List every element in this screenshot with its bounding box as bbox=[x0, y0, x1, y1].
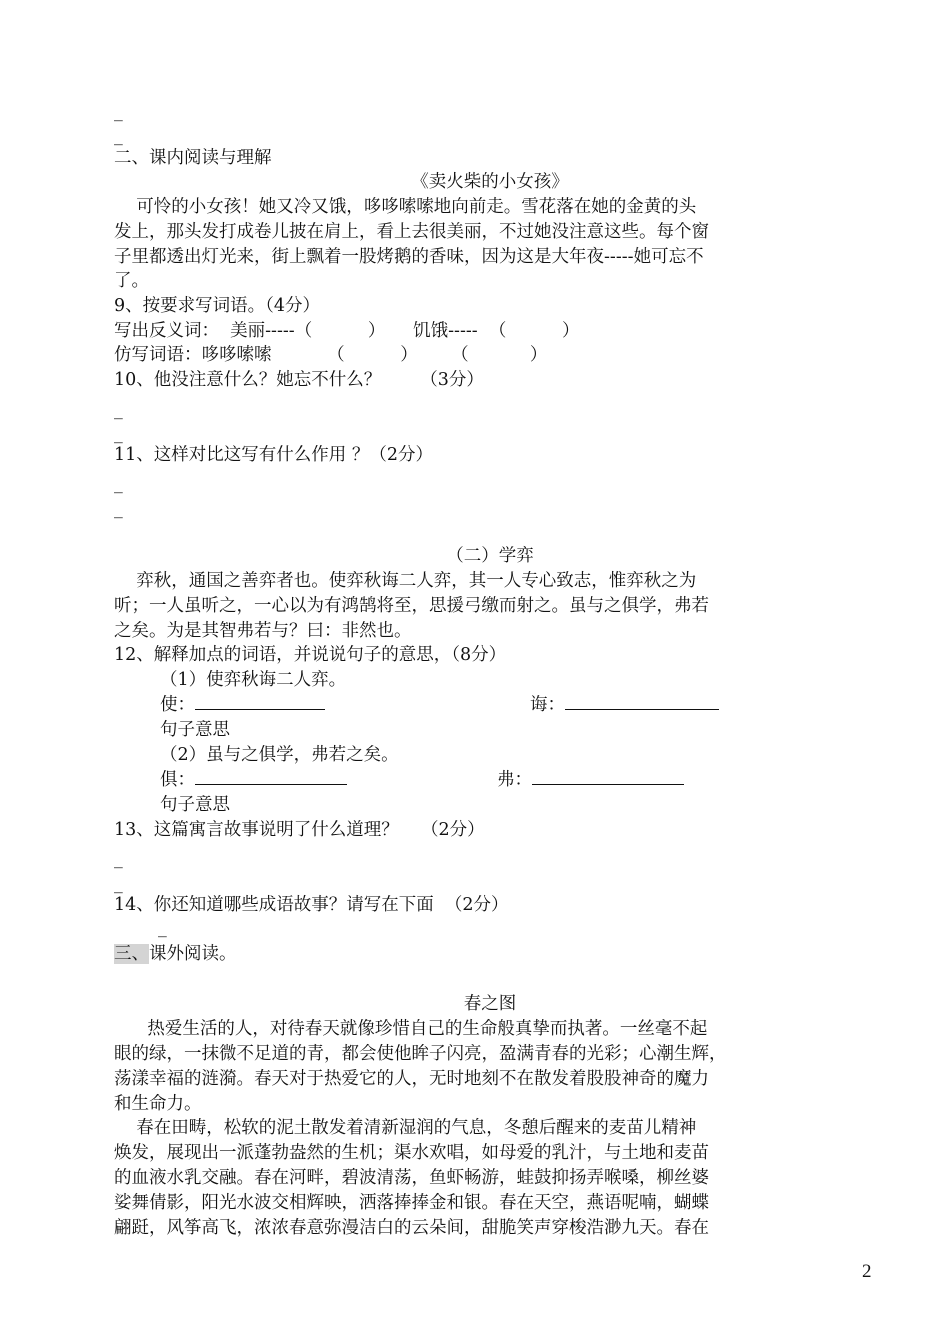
question-13: 13、这篇寓言故事说明了什么道理？ （2分） bbox=[114, 820, 485, 840]
question-9-antonyms: 写出反义词： 美丽-----（ ） 饥饿----- （ ） bbox=[114, 321, 580, 341]
question-11: 11、这样对比这写有什么作用 ？（2分） bbox=[114, 445, 433, 465]
page-number: 2 bbox=[862, 1261, 872, 1282]
story-title: 《卖火柴的小女孩》 bbox=[411, 172, 569, 192]
answer-line: _ bbox=[114, 400, 123, 420]
ju-label bbox=[160, 768, 347, 792]
shi-label bbox=[160, 693, 325, 717]
fu-answer-blank[interactable] bbox=[532, 768, 684, 785]
shi-text: 使： bbox=[160, 695, 195, 715]
hui-label bbox=[530, 693, 719, 717]
sentence-meaning-1: 句子意思 bbox=[160, 720, 230, 740]
answer-line: _ bbox=[114, 126, 123, 146]
sentence-2: （2）虽与之俱学，弗若之矣。 bbox=[160, 745, 399, 765]
hui-text: 诲： bbox=[530, 695, 565, 715]
section-3-heading bbox=[114, 942, 237, 966]
question-9-imitate: 仿写词语：哆哆嗦嗦 （ ） （ ） bbox=[114, 345, 548, 365]
ju-text: 俱： bbox=[160, 770, 195, 790]
fu-label bbox=[497, 768, 684, 792]
answer-line: _ bbox=[114, 424, 123, 444]
shi-answer-blank[interactable] bbox=[195, 693, 325, 710]
answer-line: _ bbox=[114, 499, 123, 519]
question-14: 14、你还知道哪些成语故事？请写在下面 （2分） bbox=[114, 895, 509, 915]
sentence-1: （1）使弈秋诲二人弈。 bbox=[160, 670, 347, 690]
answer-line: _ bbox=[114, 849, 123, 869]
passage-line: 眼的绿，一抹微不足道的青，都会使他眸子闪亮，盈满青春的光彩；心潮生辉， bbox=[114, 1044, 727, 1064]
passage-line: 了。 bbox=[114, 271, 149, 291]
sentence-meaning-2: 句子意思 bbox=[160, 795, 230, 815]
passage-line: 弈秋，通国之善弈者也。使弈秋诲二人弈，其一人专心致志，惟弈秋之为 bbox=[114, 571, 697, 591]
essay-title: 春之图 bbox=[463, 994, 517, 1014]
ju-answer-blank[interactable] bbox=[195, 768, 347, 785]
passage-line: 焕发，展现出一派蓬勃盎然的生机；渠水欢唱，如母爱的乳汁，与土地和麦苗 bbox=[114, 1143, 709, 1163]
passage-line: 和生命力。 bbox=[114, 1094, 202, 1114]
passage-line: 春在田畴，松软的泥土散发着清新湿润的气息，冬憩后醒来的麦苗儿精神 bbox=[114, 1118, 697, 1138]
heading-highlight: 三、 bbox=[114, 944, 149, 964]
passage-line: 听；一人虽听之，一心以为有鸿鹄将至，思援弓缴而射之。虽与之俱学，弗若 bbox=[114, 596, 709, 616]
question-9: 9、按要求写词语。（4分） bbox=[114, 296, 321, 316]
xueyi-title: （二）学弈 bbox=[446, 546, 534, 566]
answer-line: _ bbox=[114, 874, 123, 894]
passage-line: 子里都透出灯光来，街上飘着一股烤鹅的香味，因为这是大年夜-----她可忘不 bbox=[114, 247, 704, 267]
fu-text: 弗： bbox=[497, 770, 532, 790]
answer-line: _ bbox=[158, 918, 167, 938]
passage-line: 发上，那头发打成卷儿披在肩上，看上去很美丽，不过她没注意这些。每个窗 bbox=[114, 222, 709, 242]
heading-text: 课外阅读。 bbox=[149, 944, 237, 964]
section-heading: 二、课内阅读与理解 bbox=[114, 148, 272, 168]
answer-line: _ bbox=[114, 102, 123, 122]
question-12: 12、解释加点的词语，并说说句子的意思，（8分） bbox=[114, 645, 507, 665]
passage-line: 之矣。为是其智弗若与？曰：非然也。 bbox=[114, 621, 412, 641]
hui-answer-blank[interactable] bbox=[565, 693, 719, 710]
passage-line: 热爱生活的人，对待春天就像珍惜自己的生命般真挚而执著。一丝毫不起 bbox=[114, 1019, 708, 1039]
passage-line: 娑舞倩影，阳光水波交相辉映，洒落捧捧金和银。春在天空，燕语呢喃，蝴蝶 bbox=[114, 1193, 709, 1213]
passage-line: 翩跹，风筝高飞，浓浓春意弥漫洁白的云朵间，甜脆笑声穿梭浩渺九天。春在 bbox=[114, 1218, 709, 1238]
answer-line: _ bbox=[114, 474, 123, 494]
passage-line: 的血液水乳交融。春在河畔，碧波清荡，鱼虾畅游，蛙鼓抑扬弄喉嗓，柳丝婆 bbox=[114, 1168, 709, 1188]
question-10: 10、他没注意什么？她忘不什么？ （3分） bbox=[114, 370, 484, 390]
passage-line: 可怜的小女孩！她又冷又饿，哆哆嗦嗦地向前走。雪花落在她的金黄的头 bbox=[114, 197, 697, 217]
passage-line: 荡漾幸福的涟漪。春天对于热爱它的人，无时地刻不在散发着股股神奇的魔力 bbox=[114, 1069, 709, 1089]
